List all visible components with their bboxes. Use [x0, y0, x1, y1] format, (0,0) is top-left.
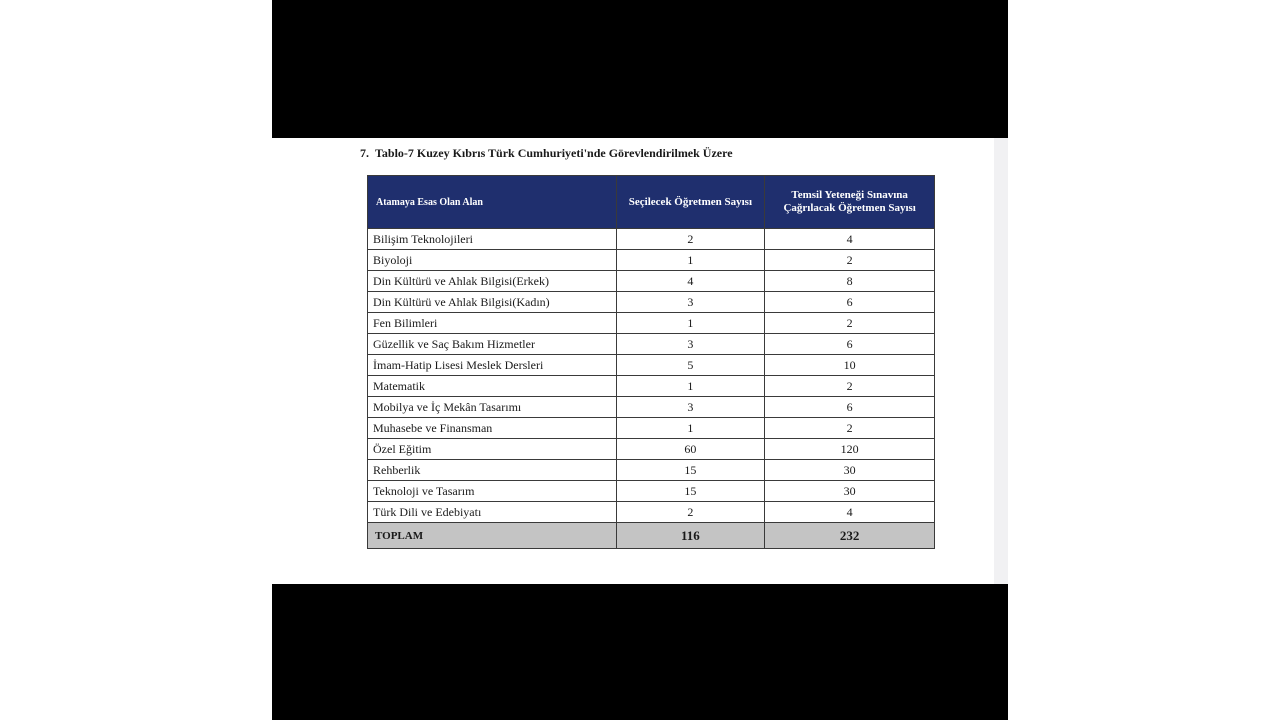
document-page [272, 138, 1008, 584]
table-row [368, 502, 935, 523]
row-area: Din Kültürü ve Ahlak Bilgisi(Kadın) [368, 292, 617, 313]
total-selected: 116 [616, 523, 765, 549]
row-area: Türk Dili ve Edebiyatı [368, 502, 617, 523]
row-area: Mobilya ve İç Mekân Tasarımı [368, 397, 617, 418]
row-called: 2 [765, 376, 935, 397]
row-area: Matematik [368, 376, 617, 397]
row-area: İmam-Hatip Lisesi Meslek Dersleri [368, 355, 617, 376]
row-selected: 1 [616, 313, 765, 334]
header-area: Atamaya Esas Olan Alan [368, 176, 617, 229]
row-called: 6 [765, 397, 935, 418]
table-row [368, 334, 935, 355]
row-called: 2 [765, 250, 935, 271]
row-selected: 15 [616, 460, 765, 481]
table-row [368, 418, 935, 439]
row-called: 120 [765, 439, 935, 460]
table-row [368, 229, 935, 250]
total-label: TOPLAM [368, 523, 617, 549]
page-edge-shadow [994, 138, 1008, 584]
row-selected: 1 [616, 376, 765, 397]
row-area: Rehberlik [368, 460, 617, 481]
table-row [368, 439, 935, 460]
heading-text: Tablo-7 Kuzey Kıbrıs Türk Cumhuriyeti'nde Görevlendirilmek Üzere [375, 146, 733, 160]
teacher-quota-table [367, 175, 935, 549]
table-total-row [368, 523, 935, 549]
row-selected: 3 [616, 334, 765, 355]
table-row [368, 376, 935, 397]
row-called: 2 [765, 418, 935, 439]
row-area: Din Kültürü ve Ahlak Bilgisi(Erkek) [368, 271, 617, 292]
header-selected-count: Seçilecek Öğretmen Sayısı [616, 176, 765, 229]
row-called: 8 [765, 271, 935, 292]
table-row [368, 271, 935, 292]
row-called: 2 [765, 313, 935, 334]
row-area: Muhasebe ve Finansman [368, 418, 617, 439]
heading-number: 7. [360, 146, 369, 160]
table-row [368, 355, 935, 376]
row-selected: 15 [616, 481, 765, 502]
table-header-row [368, 176, 935, 229]
row-selected: 1 [616, 418, 765, 439]
table-row [368, 397, 935, 418]
row-selected: 4 [616, 271, 765, 292]
table-row [368, 250, 935, 271]
row-called: 6 [765, 334, 935, 355]
row-selected: 1 [616, 250, 765, 271]
row-area: Fen Bilimleri [368, 313, 617, 334]
row-selected: 3 [616, 292, 765, 313]
row-called: 4 [765, 229, 935, 250]
row-selected: 60 [616, 439, 765, 460]
total-called: 232 [765, 523, 935, 549]
header-called-count: Temsil Yeteneği Sınavına Çağrılacak Öğretmen Sayısı [765, 176, 935, 229]
row-called: 6 [765, 292, 935, 313]
row-called: 30 [765, 460, 935, 481]
row-selected: 5 [616, 355, 765, 376]
table-heading [360, 146, 733, 161]
row-area: Biyoloji [368, 250, 617, 271]
table-row [368, 292, 935, 313]
table-row [368, 313, 935, 334]
table-row [368, 481, 935, 502]
row-called: 30 [765, 481, 935, 502]
row-selected: 3 [616, 397, 765, 418]
row-called: 4 [765, 502, 935, 523]
table-row [368, 460, 935, 481]
row-area: Özel Eğitim [368, 439, 617, 460]
row-selected: 2 [616, 229, 765, 250]
row-area: Güzellik ve Saç Bakım Hizmetler [368, 334, 617, 355]
row-area: Teknoloji ve Tasarım [368, 481, 617, 502]
row-selected: 2 [616, 502, 765, 523]
row-area: Bilişim Teknolojileri [368, 229, 617, 250]
row-called: 10 [765, 355, 935, 376]
